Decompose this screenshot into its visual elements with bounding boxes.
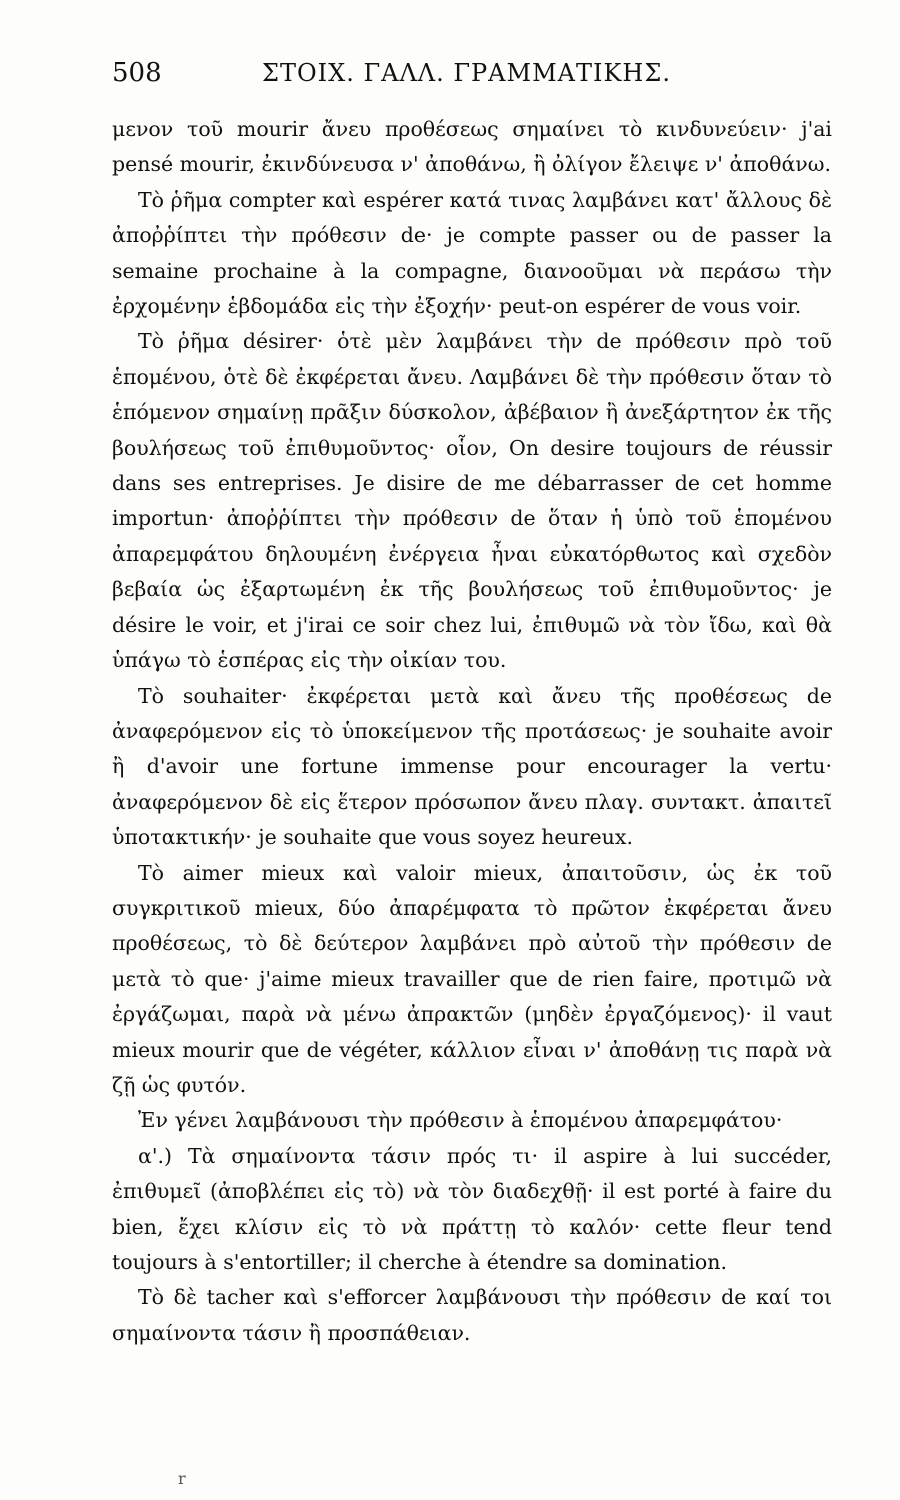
paragraph-compter-esperer: Τὸ ῥῆμα compter καὶ espérer κατά τινας λαμβάνει κατ' ἄλλους δὲ ἀποῤῥίπτει τὴν πρόθεσιν de· je compte passer ou de passer la semaine prochaine à la compagne, διανοοῦμαι νὰ περάσω τὴν ἐρχομένην ἑβδομάδα εἰς τὴν ἐξοχήν· peut-on espérer de vous voir. [112, 187, 832, 319]
paragraph-aimer-mieux: Τὸ aimer mieux καὶ valoir mieux, ἀπαιτοῦσιν, ὡς ἐκ τοῦ συγκριτικοῦ mieux, δύο ἀπαρέμφατα τὸ πρῶτον ἐκφέρεται ἄνευ προθέσεως, τὸ δὲ δεύτερον λαμβάνει πρὸ αὐτοῦ τὴν πρόθεσιν de μετὰ τὸ que· j'aime mieux travailler que de rien faire, προτιμῶ νὰ ἐργάζωμαι, παρὰ νὰ μένω ἀπρακτῶν (μηδὲν ἐργαζόμενος)· il vaut mieux mourir que de végéter, κάλλιον εἶναι ν' ἀποθάνῃ τις παρὰ νὰ ζῇ ὡς φυτόν. [112, 860, 832, 1097]
body-text [112, 112, 832, 1351]
paragraph-souhaiter: Τὸ souhaiter· ἐκφέρεται μετὰ καὶ ἄνευ τῆς προθέσεως de ἀναφερόμενον εἰς τὸ ὑποκείμενον τῆς προτάσεως· je souhaite avoir ἢ d'avoir une fortune immense pour encourager la vertu· ἀναφερόμενον δὲ εἰς ἕτερον πρόσωπον ἄνευ πλαγ. συντακτ. ἀπαιτεῖ ὑποτακτικήν· je souhaite que vous soyez heureux. [112, 683, 832, 850]
stray-mark: r [178, 1469, 186, 1488]
paragraph-tacher: Τὸ δὲ tacher καὶ s'efforcer λαμβάνουσι τὴν πρόθεσιν de καί τοι σημαίνοντα τάσιν ἢ προσπάθειαν. [112, 1285, 832, 1345]
page-number: 508 [112, 58, 162, 88]
page-header [112, 58, 832, 92]
paragraph-desirer: Τὸ ῥῆμα désirer· ὁτὲ μὲν λαμβάνει τὴν de πρόθεσιν πρὸ τοῦ ἑπομένου, ὁτὲ δὲ ἐκφέρεται ἄνευ. Λαμβάνει δὲ τὴν πρόθεσιν ὅταν τὸ ἑπόμενον σημαίνῃ πρᾶξιν δύσκολον, ἀβέβαιον ἢ ἀνεξάρτητον ἐκ τῆς βουλήσεως τοῦ ἐπιθυμοῦντος· οἷον, On desire toujours de réussir dans ses entreprises. Je disire de me débarrasser de cet homme importun· ἀποῤῥίπτει τὴν πρόθεσιν de ὅταν ἡ ὑπὸ τοῦ ἑπομένου ἀπαρεμφάτου δηλουμένη ἐνέργεια ἦναι εὐκατόρθωτος καὶ σχεδὸν βεβαία ὡς ἐξαρτωμένη ἐκ τῆς βουλήσεως τοῦ ἐπιθυμοῦντος· je désire le voir, et j'irai ce soir chez lui, ἐπιθυμῶ νὰ τὸν ἴδω, καὶ θὰ ὑπάγω τὸ ἑσπέρας εἰς τὴν οἰκίαν του. [112, 329, 832, 673]
paragraph-tasis: α'.) Τὰ σημαίνοντα τάσιν πρός τι· il aspire à lui succéder, ἐπιθυμεῖ (ἀποβλέπει εἰς τὸ) νὰ τὸν διαδεχθῇ· il est porté à faire du bien, ἔχει κλίσιν εἰς τὸ νὰ πράττῃ τὸ καλόν· cette fleur tend toujours à s'entortiller; il cherche à étendre sa domination. [112, 1143, 832, 1274]
paragraph-preposition-a: Ἐν γένει λαμβάνουσι τὴν πρόθεσιν à ἑπομένου ἀπαρεμφάτου· [138, 1108, 783, 1133]
running-head: ΣΤΟΙΧ. ΓΑΛΛ. ΓΡΑΜΜΑΤΙΚΗΣ. [262, 59, 671, 87]
paragraph-continuation: μενον τοῦ mourir ἄνευ προθέσεως σημαίνει τὸ κινδυνεύειν· j'ai pensé mourir, ἐκινδύνευσα ν' ἀποθάνω, ἢ ὀλίγον ἔλειψε ν' ἀποθάνω. [112, 117, 832, 177]
